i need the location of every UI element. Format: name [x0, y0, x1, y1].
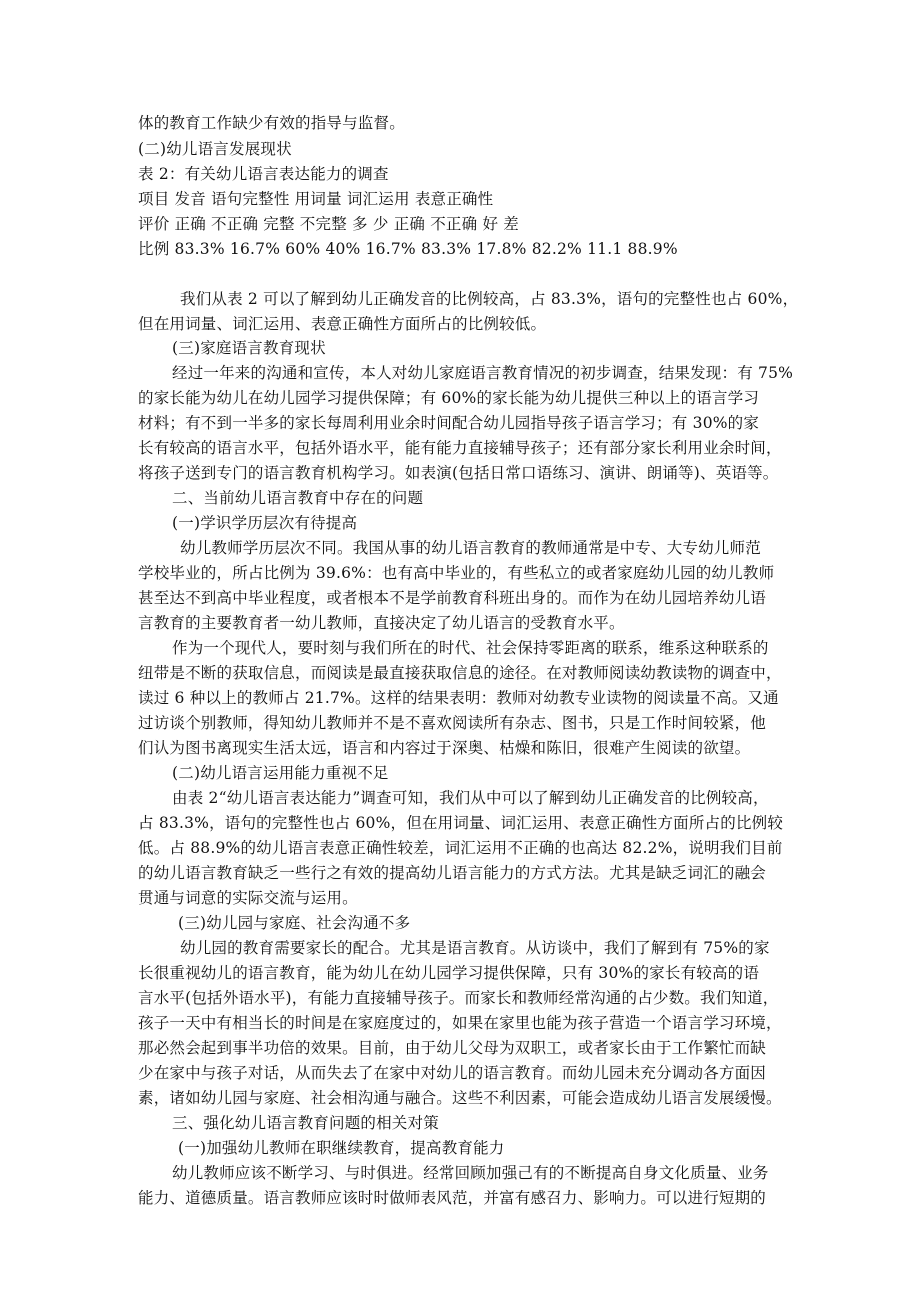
paragraph-line: 作为一个现代人，要时刻与我们所在的时代、社会保持零距离的联系，维系这种联系的 [172, 639, 769, 657]
chapter-heading: 三、强化幼儿语言教育问题的相关对策 [172, 1114, 439, 1132]
paragraph-line: 幼儿教师应该不断学习、与时俱进。经常回顾加强己有的不断提高自身文化质量、业务 [172, 1164, 769, 1182]
paragraph-line: 素，诸如幼儿园与家庭、社会相沟通与融合。这些不利因素，可能会造成幼儿语言发展缓慢。 [138, 1089, 782, 1107]
paragraph-line: 我们从表 2 可以了解到幼儿正确发音的比例较高，占 83.3%，语句的完整性也占 60%， [180, 290, 799, 308]
paragraph-line: 的幼儿语言教育缺乏一些行之有效的提高幼儿语言能力的方式方法。尤其是缺乏词汇的融会 [138, 864, 767, 882]
paragraph-line: 材料；有不到一半多的家长每周利用业余时间配合幼儿园指导孩子语言学习；有 30%的家 [138, 414, 760, 432]
paragraph-line: 占 83.3%，语句的完整性也占 60%，但在用词量、词汇运用、表意正确性方面所占的比例较 [138, 814, 784, 832]
paragraph-line: 长很重视幼儿的语言教育，能为幼儿在幼儿园学习提供保障，只有 30%的家长有较高的语 [138, 964, 760, 982]
paragraph-line: 过访谈个别教师，得知幼儿教师并不是不喜欢阅读所有杂志、图书，只是工作时间较紧，他 [138, 714, 767, 732]
section-heading: (三)家庭语言教育现状 [172, 339, 326, 357]
paragraph-line: 幼儿园的教育需要家长的配合。尤其是语言教育。从访谈中，我们了解到有 75%的家 [180, 939, 770, 957]
paragraph-line: 孩子一天中有相当长的时间是在家庭度过的，如果在家里也能为孩子营造一个语言学习环境， [138, 1014, 782, 1032]
paragraph-line: 言水平(包括外语水平)，有能力直接辅导孩子。而家长和教师经常沟通的占少数。我们知道， [138, 989, 779, 1007]
paragraph-line: 长有较高的语言水平，包括外语水平，能有能力直接辅导孩子；还有部分家长利用业余时间， [138, 439, 782, 457]
paragraph-line: 能力、道德质量。语言教师应该时时做师表风范，并富有感召力、影响力。可以进行短期的 [138, 1189, 767, 1207]
section-heading: (一)加强幼儿教师在职继续教育，提高教育能力 [178, 1139, 505, 1157]
paragraph-line: 那必然会起到事半功倍的效果。目前，由于幼儿父母为双职工，或者家长由于工作繁忙而缺 [138, 1039, 767, 1057]
section-heading: (三)幼儿园与家庭、社会沟通不多 [178, 914, 411, 932]
table-row-evaluation: 评价 正确 不正确 完整 不完整 多 少 正确 不正确 好 差 [138, 215, 519, 233]
paragraph-line: 幼儿教师学历层次不同。我国从事的幼儿语言教育的教师通常是中专、大专幼儿师范 [180, 539, 761, 557]
paragraph-line: 低。占 88.9%的幼儿语言表意正确性较差，词汇运用不正确的也高达 82.2%，说明我们目前 [138, 839, 783, 857]
paragraph-line: 将孩子送到专门的语言教育机构学习。如表演(包括日常口语练习、演讲、朗诵等)、英语等。 [138, 464, 779, 482]
table-row-items: 项目 发音 语句完整性 用词量 词汇运用 表意正确性 [138, 190, 494, 208]
paragraph-line: 学校毕业的，所占比例为 39.6%：也有高中毕业的，有些私立的或者家庭幼儿园的幼儿教师 [138, 564, 775, 582]
paragraph-line: 纽带是不断的获取信息，而阅读是最直接获取信息的途径。在对教师阅读幼教读物的调查中， [138, 664, 782, 682]
paragraph-line: 少在家中与孩子对话，从而失去了在家中对幼儿的语言教育。而幼儿园未充分调动各方面因 [138, 1064, 767, 1082]
section-heading: (一)学识学历层次有待提高 [172, 514, 358, 532]
section-heading: (二)幼儿语言运用能力重视不足 [172, 764, 389, 782]
paragraph-line: 贯通与词意的实际交流与运用。 [138, 889, 358, 907]
paragraph-line: 甚至达不到高中毕业程度，或者根本不是学前教育科班出身的。而作为在幼儿园培养幼儿语 [138, 589, 767, 607]
paragraph-line: 由表 2“幼儿语言表达能力”调查可知，我们从中可以了解到幼儿正确发音的比例较高， [172, 789, 769, 807]
table-row-ratio: 比例 83.3% 16.7% 60% 40% 16.7% 83.3% 17.8% 82.2% 11.1 88.9% [138, 240, 678, 258]
paragraph-line: 的家长能为幼儿在幼儿园学习提供保障；有 60%的家长能为幼儿提供三种以上的语言学习 [138, 389, 760, 407]
chapter-heading: 二、当前幼儿语言教育中存在的问题 [172, 489, 424, 507]
paragraph-line: 但在用词量、词汇运用、表意正确性方面所占的比例较低。 [138, 315, 547, 333]
paragraph-line: 言教育的主要教育者一幼儿教师，直接决定了幼儿语言的受教育水平。 [138, 614, 625, 632]
paragraph-line: 读过 6 种以上的教师占 21.7%。这样的结果表明：教师对幼教专业读物的阅读量不高。又通 [138, 689, 779, 707]
text-line: 体的教育工作缺少有效的指导与监督。 [138, 114, 405, 132]
paragraph-line: 们认为图书离现实生活太远，语言和内容过于深奥、枯燥和陈旧，很难产生阅读的欲望。 [138, 739, 751, 757]
section-heading: (二)幼儿语言发展现状 [138, 140, 292, 158]
table-caption: 表 2：有关幼儿语言表达能力的调查 [138, 165, 389, 183]
paragraph-line: 经过一年来的沟通和宣传，本人对幼儿家庭语言教育情况的初步调查，结果发现：有 75% [172, 364, 794, 382]
